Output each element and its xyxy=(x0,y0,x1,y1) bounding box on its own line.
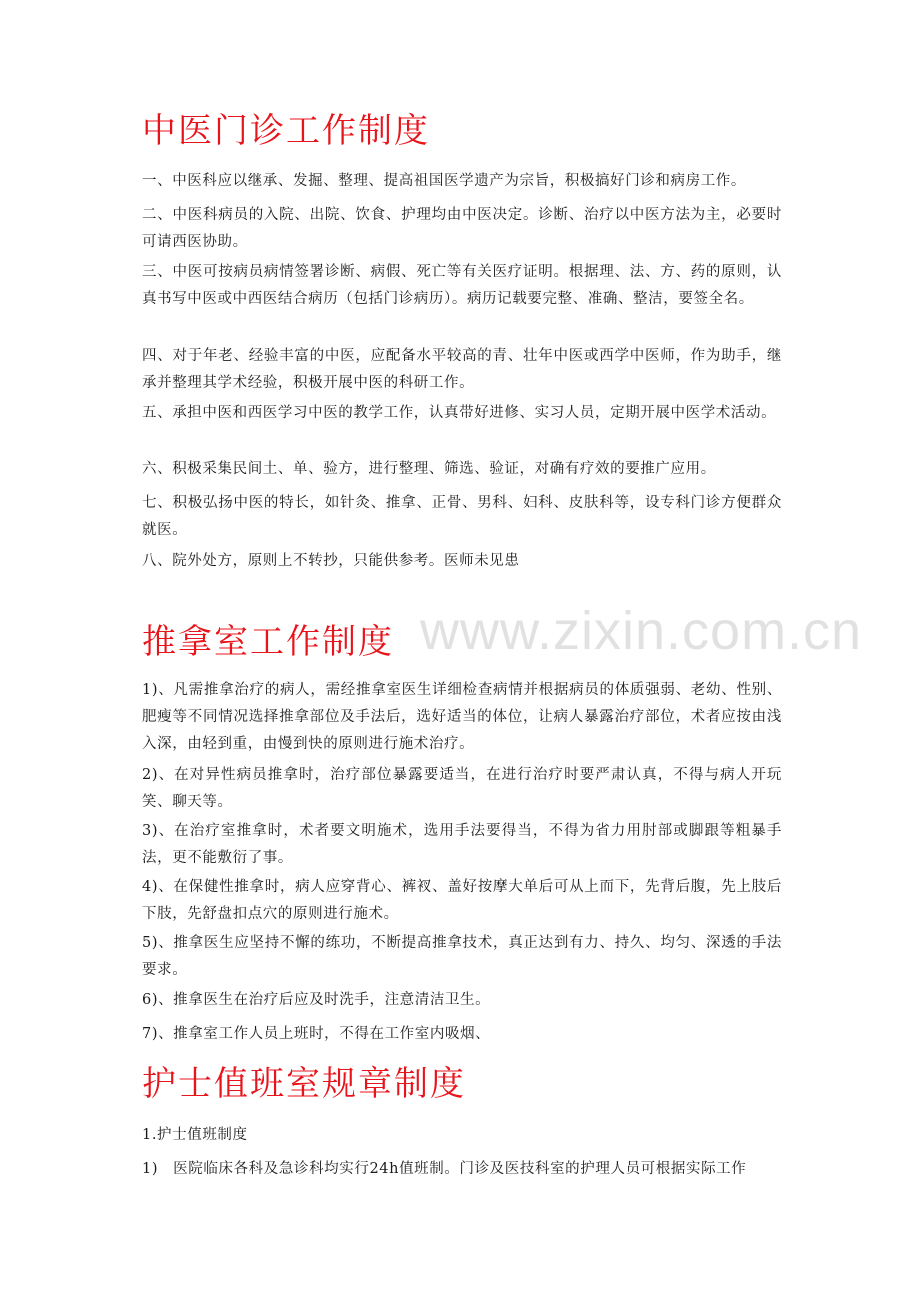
watermark: www.zixin.com.cn xyxy=(420,601,863,661)
paragraph: 八、院外处方，原则上不转抄，只能供参考。医师未见患 xyxy=(142,553,520,569)
paragraph: 3)、在治疗室推拿时，术者要文明施术，选用手法要得当，不得为省力用肘部或脚跟等粗暴手法，更不能敷衍了事。 xyxy=(142,823,782,866)
section-title-massage-room: 推拿室工作制度 xyxy=(142,622,394,662)
section-title-nurse-duty-room: 护士值班室规章制度 xyxy=(142,1064,466,1104)
paragraph: 5)、推拿医生应坚持不懈的练功，不断提高推拿技术，真正达到有力、持久、均匀、深透的手法要求。 xyxy=(142,935,782,978)
paragraph: 2)、在对异性病员推拿时，治疗部位暴露要适当，在进行治疗时要严肃认真，不得与病人开玩笑、聊天等。 xyxy=(142,767,782,810)
paragraph: 6)、推拿医生在治疗后应及时洗手，注意清洁卫生。 xyxy=(142,992,491,1008)
paragraph: 四、对于年老、经验丰富的中医，应配备水平较高的青、壮年中医或西学中医师，作为助手，继承并整理其学术经验，积极开展中医的科研工作。 xyxy=(142,348,782,391)
paragraph: 1) 医院临床各科及急诊科均实行24h值班制。门诊及医技科室的护理人员可根据实际工作 xyxy=(142,1161,747,1177)
paragraph: 三、中医可按病员病情签署诊断、病假、死亡等有关医疗证明。根据理、法、方、药的原则，认真书写中医或中西医结合病历（包括门诊病历）。病历记载要完整、准确、整洁，要签全名。 xyxy=(142,264,782,307)
section-title-tcm-outpatient: 中医门诊工作制度 xyxy=(142,111,430,151)
paragraph: 一、中医科应以继承、发掘、整理、提高祖国医学遗产为宗旨，积极搞好门诊和病房工作。 xyxy=(142,173,746,189)
paragraph: 六、积极采集民间土、单、验方，进行整理、筛选、验证，对确有疗效的要推广应用。 xyxy=(142,461,716,477)
paragraph: 七、积极弘扬中医的特长，如针灸、推拿、正骨、男科、妇科、皮肤科等，设专科门诊方便群众就医。 xyxy=(142,495,782,538)
paragraph: 五、承担中医和西医学习中医的教学工作，认真带好进修、实习人员，定期开展中医学术活动。 xyxy=(142,405,777,421)
paragraph: 二、中医科病员的入院、出院、饮食、护理均由中医决定。诊断、治疗以中医方法为主，必要时可请西医协助。 xyxy=(142,207,782,250)
paragraph: 7)、推拿室工作人员上班时，不得在工作室内吸烟、 xyxy=(142,1026,491,1042)
paragraph: 1.护士值班制度 xyxy=(142,1127,248,1143)
paragraph: 1)、凡需推拿治疗的病人，需经推拿室医生详细检查病情并根据病员的体质强弱、老幼、性别、肥瘦等不同情况选择推拿部位及手法后，选好适当的体位，让病人暴露治疗部位，术者应按由浅入深，由轻到重，由慢到快的原则进行施术治疗。 xyxy=(142,682,782,752)
paragraph: 4)、在保健性推拿时，病人应穿背心、裤衩、盖好按摩大单后可从上而下，先背后腹，先上肢后下肢，先舒盘扣点穴的原则进行施术。 xyxy=(142,879,782,922)
